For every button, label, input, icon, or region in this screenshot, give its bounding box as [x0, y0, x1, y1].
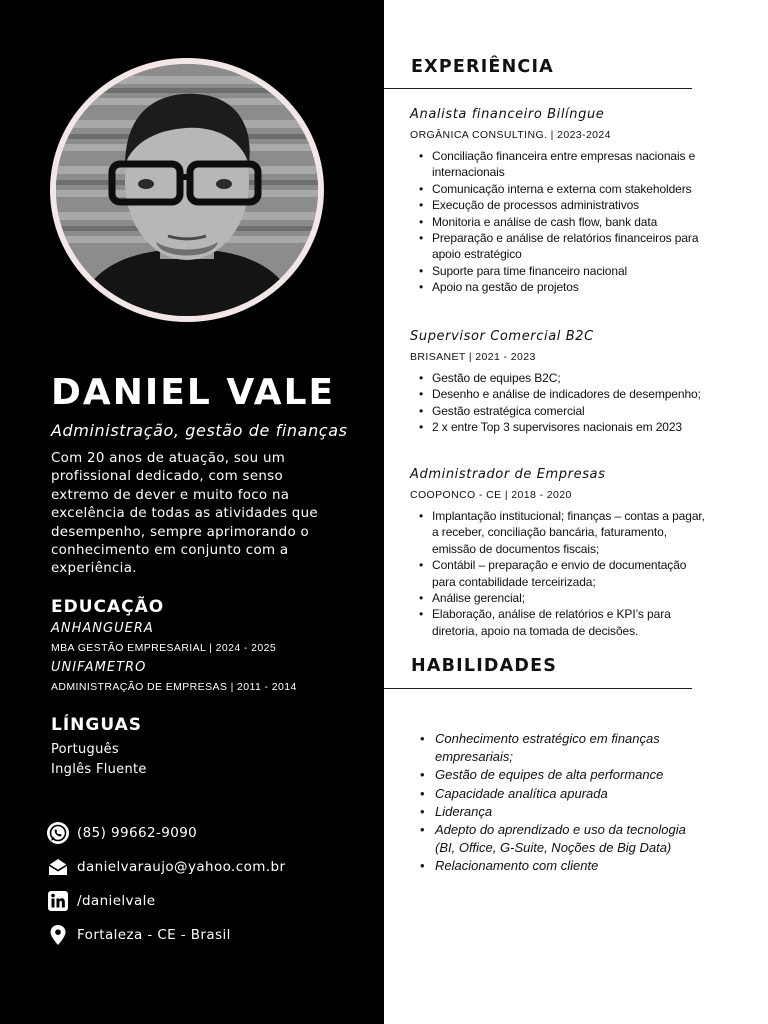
job-bullets — [410, 148, 710, 296]
job-bullet: • Contábil – preparação e envio de documentação para contabilidade terceirizada; — [410, 557, 710, 590]
job-bullet: • Preparação e análise de relatórios financeiros para apoio estratégico — [410, 230, 710, 263]
job-bullet: • Análise gerencial; — [410, 590, 710, 606]
job-bullet: • Apoio na gestão de projetos — [410, 279, 710, 295]
experience-divider — [384, 88, 692, 89]
skills-heading: HABILIDADES — [411, 656, 558, 676]
job-bullet: • Execução de processos administrativos — [410, 197, 710, 213]
job-entry — [410, 328, 710, 436]
linkedin-text: /danielvale — [77, 893, 156, 909]
experience-heading: EXPERIÊNCIA — [411, 57, 554, 77]
job-title: Analista financeiro Bilíngue — [410, 107, 605, 122]
skill-item: • Adepto do aprendizado e uso da tecnologia (BI, Office, G-Suite, Noções de Big Data) — [410, 821, 700, 857]
job-bullet: • Monitoria e análise de cash flow, bank data — [410, 214, 710, 230]
whatsapp-icon — [46, 821, 70, 845]
skill-item: • Gestão de equipes de alta performance — [410, 766, 700, 784]
job-bullets — [410, 370, 710, 436]
job-bullet: • Gestão estratégica comercial — [410, 403, 710, 419]
job-bullet: • Implantação institucional; finanças – contas a pagar, a receber, conciliação bancária, faturamento, emissão de documentos fiscais; — [410, 508, 710, 557]
job-meta: ORGÂNICA CONSULTING. | 2023-2024 — [410, 129, 611, 141]
job-bullet: • 2 x entre Top 3 supervisores nacionais em 2023 — [410, 419, 710, 435]
envelope-icon — [46, 855, 70, 879]
job-title: Administrador de Empresas — [410, 467, 606, 482]
skills-list — [410, 730, 700, 876]
job-bullet: • Suporte para time financeiro nacional — [410, 263, 710, 279]
job-entry — [410, 106, 710, 296]
education-school: UNIFAMETRO — [51, 660, 147, 675]
contact-email[interactable] — [46, 855, 285, 879]
email-text: danielvaraujo@yahoo.com.br — [77, 859, 286, 875]
languages-list — [51, 740, 147, 779]
job-bullet: • Desenho e análise de indicadores de desempenho; — [410, 386, 710, 402]
job-bullets — [410, 508, 710, 639]
language-item: Português — [51, 742, 119, 757]
languages-heading: LÍNGUAS — [51, 715, 143, 735]
education-course: ADMINISTRAÇÃO DE EMPRESAS | 2011 - 2014 — [51, 681, 297, 693]
job-bullet: • Gestão de equipes B2C; — [410, 370, 710, 386]
job-meta: BRISANET | 2021 - 2023 — [410, 351, 536, 363]
job-bullet: • Elaboração, análise de relatórios e KPI’s para diretoria, apoio na tomada de decisões. — [410, 606, 710, 639]
profile-summary: Com 20 anos de atuação, sou um profissional dedicado, com senso extremo de dever e muito foco na excelência de todas as atividades que desempenho, sempre aprimorando o conhecimento em conjunto com a experiência. — [51, 451, 318, 577]
location-text: Fortaleza - CE - Brasil — [77, 927, 231, 943]
language-item: Inglês Fluente — [51, 761, 147, 777]
candidate-subtitle: Administração, gestão de finanças — [51, 421, 348, 440]
location-pin-icon — [46, 923, 70, 947]
profile-photo-illustration — [56, 64, 318, 316]
job-bullet: • Comunicação interna e externa com stakeholders — [410, 181, 710, 197]
skill-item: • Conhecimento estratégico em finanças empresariais; — [410, 730, 700, 766]
education-list — [51, 620, 371, 698]
contact-phone[interactable] — [46, 821, 197, 845]
candidate-name: DANIEL VALE — [51, 372, 336, 413]
education-school: ANHANGUERA — [51, 621, 154, 636]
skills-divider — [384, 688, 692, 689]
job-bullet: • Conciliação financeira entre empresas nacionais e internacionais — [410, 148, 710, 181]
job-entry — [410, 466, 710, 639]
linkedin-icon — [46, 889, 70, 913]
job-meta: COOPONCO - CE | 2018 - 2020 — [410, 489, 572, 501]
education-course: MBA GESTÃO EMPRESARIAL | 2024 - 2025 — [51, 642, 277, 654]
phone-text: (85) 99662-9090 — [77, 825, 198, 841]
contact-location — [46, 923, 231, 947]
job-title: Supervisor Comercial B2C — [410, 329, 594, 344]
skill-item: • Liderança — [410, 803, 700, 821]
contact-linkedin[interactable] — [46, 889, 155, 913]
education-heading: EDUCAÇÃO — [51, 597, 165, 617]
skill-item: • Capacidade analítica apurada — [410, 785, 700, 803]
profile-photo-frame — [50, 58, 324, 322]
skill-item: • Relacionamento com cliente — [410, 857, 700, 875]
profile-photo — [56, 64, 318, 316]
